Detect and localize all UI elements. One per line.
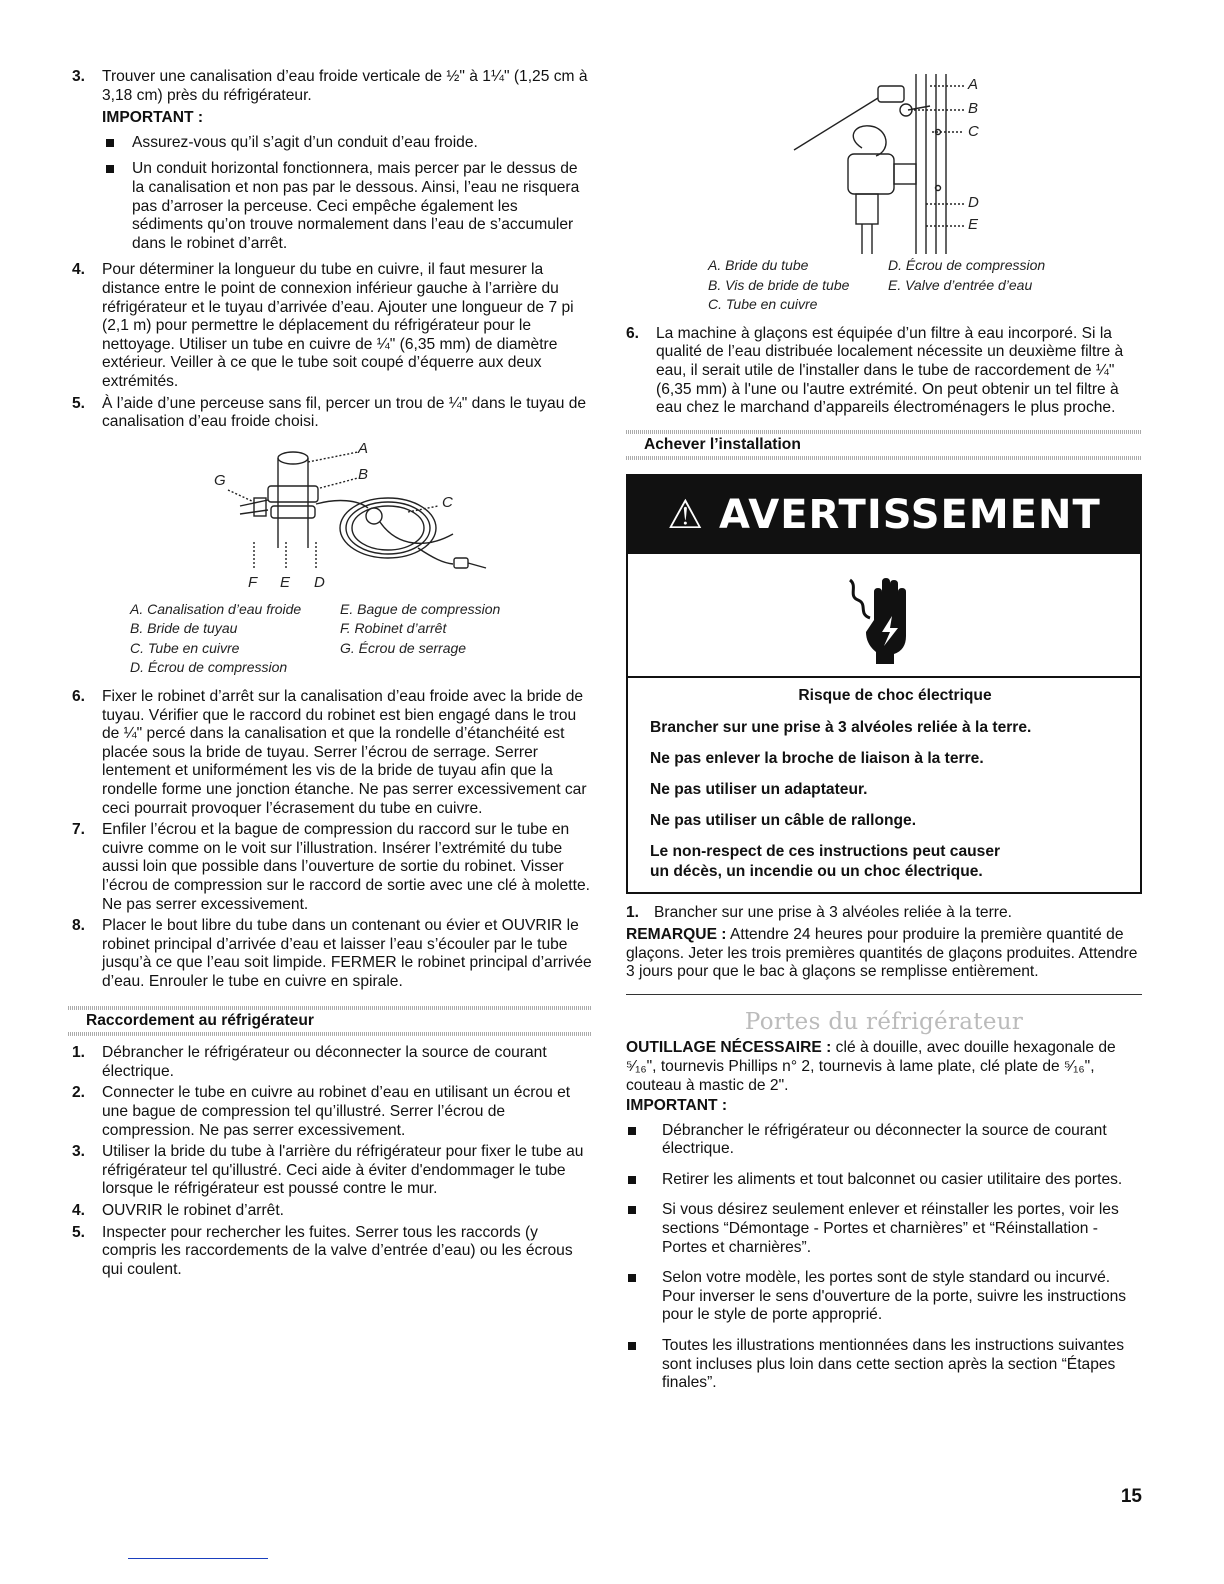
step-number: 1. [626,904,640,922]
right-column [626,68,1142,1405]
step-number: 7. [72,821,86,839]
figure-letter-c: C [968,123,979,140]
bullet-item: Selon votre modèle, les portes sont de style standard ou incurvé. Pour inverser le sens d'ouverture de la porte, suivre les instructions pour le style de porte approprié. [626,1269,1142,1325]
figure-captions [130,600,592,678]
caption: A. Bride du tube [708,257,809,273]
step-text: La machine à glaçons est équipée d’un filtre à eau incorporé. Si la qualité de l’eau distribuée localement nécessite un deuxième filtre à eau, il serait utile de l'installer dans le tube de raccordement de ¼" (6,35 mm) à l'une ou l'autre extrémité. On peut obtenir un tel filtre à eau chez le marchand d’appareils électroménagers le plus proche. [656,324,1124,417]
warning-risk: Risque de choc électrique [798,687,992,705]
step-number: 6. [626,324,640,342]
bullet-item: Toutes les illustrations mentionnées dans les instructions suivantes sont incluses plus loin dans cette section après la section “Étapes finales”. [626,1337,1142,1393]
pipe-clamp-illustration [68,438,592,600]
figure-letter-d: D [968,194,979,211]
caption: B. Vis de bride de tube [708,276,850,293]
step-8 [68,917,592,991]
step-text: Placer le bout libre du tube dans un contenant ou évier et OUVRIR le robinet principal d’arrivée d’eau et laisser l’eau s’écouler par le tube jusqu’à ce que l’eau soit limpide. FERMER le robinet principal d’arrivée d’eau. Enrouler le tube en cuivre en spirale. [102,917,592,990]
warning-consequence-2: un décès, un incendie ou un choc électrique. [650,863,983,881]
remarque-label: REMARQUE : [626,925,727,943]
step-text: À l’aide d’une perceuse sans fil, percer un trou de ¼" dans le tuyau de canalisation d’eau froide choisi. [102,394,587,431]
step-6 [68,688,592,818]
step-text: Débrancher le réfrigérateur ou déconnecter la source de courant électrique. [102,1044,547,1080]
caption: E. Valve d’entrée d’eau [888,276,1033,293]
step-number: 6. [72,688,86,706]
section-heading-achever: Achever l’installation [626,430,1142,461]
step-text: Brancher sur une prise à 3 alvéoles reliée à la terre. [654,904,1012,922]
warning-header [628,476,1140,554]
outillage-paragraph [626,1039,1142,1095]
r-step-5 [68,1224,592,1280]
remarque-paragraph [626,926,1142,982]
step-number: 4. [72,261,86,279]
warning-triangle-icon: ⚠ [667,492,705,539]
step-number: 2. [72,1084,86,1102]
remarque-text: Attendre 24 heures pour produire la première quantité de glaçons. Jeter les trois premières quantités de glaçons produites. Attendre 3 jours pour que le bac à glaçons se remplisse entièrement. [626,925,1138,981]
section-heading-raccordement: Raccordement au réfrigérateur [68,1006,592,1037]
caption: C. Tube en cuivre [130,639,240,656]
warning-text [628,678,1140,892]
caption: F. Robinet d’arrêt [340,620,447,637]
warning-line: Brancher sur une prise à 3 alvéoles reliée à la terre. [650,719,1032,737]
step-text: Connecter le tube en cuivre au robinet d’eau en utilisant un écrou et une bague de compression tel qu’illustré. Serrer l’écrou de compression. Ne pas serrer excessivement. [102,1084,571,1139]
step-text: Enfiler l’écrou et la bague de compression du raccord sur le tube en cuivre comme on le voit sur l’illustration. Insérer l’extrémité du tube aussi loin que possible dans l’ouverture de sortie du robinet. Visser l’écrou de compression sur le raccord de sortie avec une clé à molette. Ne pas serrer excessivement. [102,821,590,913]
caption: G. Écrou de serrage [340,639,467,656]
warning-title: AVERTISSEMENT [719,492,1101,539]
step-4 [68,261,592,391]
caption: D. Écrou de compression [130,659,288,676]
warning-line: Ne pas utiliser un câble de rallonge. [650,812,917,830]
warning-line: Ne pas enlever la broche de liaison à la terre. [650,750,984,768]
electric-shock-hand-icon [844,566,924,666]
warning-icon-area [628,554,1140,678]
step-1-plug [626,904,1142,923]
step-text: Inspecter pour rechercher les fuites. Serrer tous les raccords (y compris les raccordements de la valve d’entrée d’eau) ou les écrous qui coulent. [102,1223,573,1278]
divider [626,994,1142,995]
figure-water-valve [626,68,1142,254]
step-number: 3. [72,68,86,85]
step-number: 3. [72,1143,86,1161]
figure-letter-f: F [248,573,258,591]
figure-letter-b: B [358,465,369,483]
figure-letter-a: A [358,439,369,457]
water-valve-illustration [626,68,1142,254]
warning-box [626,474,1142,894]
warning-consequence-1: Le non-respect de ces instructions peut causer [650,843,1001,861]
r-step-2 [68,1084,592,1140]
bullet-item: Si vous désirez seulement enlever et réinstaller les portes, voir les sections “Démontage - Portes et charnières” et “Réinstallation - Portes et charnières”. [626,1201,1142,1257]
section-title-portes: Portes du réfrigérateur [744,1008,1024,1035]
r-step-4 [68,1202,592,1221]
step-3 [68,68,592,105]
bullet-item: Un conduit horizontal fonctionnera, mais percer par le dessus de la canalisation et non pas par le dessous. Ainsi, l’eau ne risquera pas d’arroser la perceuse. Ceci empêche également les sédiments qu’on trouve normalement dans l’eau de s’accumuler dans le robinet d’arrêt. [68,160,592,253]
step-number: 1. [72,1044,86,1062]
figure-letter-g: G [214,471,226,489]
caption: A. Canalisation d’eau froide [130,600,302,617]
figure-letter-d: D [314,573,325,591]
step-number: 5. [72,394,86,412]
figure-pipe-clamp [68,438,592,600]
caption: D. Écrou de compression [888,257,1046,273]
important-label: IMPORTANT : [626,1097,728,1115]
bullet-item: Débrancher le réfrigérateur ou déconnecter la source de courant électrique. [626,1122,1142,1159]
figure-letter-e: E [968,216,979,233]
r-step-3 [68,1143,592,1199]
figure-letter-a: A [968,76,979,93]
step-text: Utiliser la bride du tube à l'arrière du réfrigérateur pour fixer le tube au réfrigérateur tel qu'illustré. Ceci aide à éviter d'endommager le tube lorsque le réfrigérateur est poussé contre le mur. [102,1143,584,1198]
step-text: Fixer le robinet d’arrêt sur la canalisation d’eau froide avec la bride de tuyau. Vérifier que le raccord du robinet est bien engagé dans le trou de ¼" percé dans la canalisation et que la rondelle d’étanchéité est placée sous la bride de tuyau. Serrer l’écrou de serrage. Serrer lentement et uniformément les vis de la bride de tuyau afin que la rondelle forme une jonction étanche. Ne pas serrer excessivement car ceci pourrait provoquer l’écrasement du tube en cuivre. [102,688,587,817]
outillage-text: clé à douille, avec douille hexagonale de ⁵⁄₁₆", tournevis Phillips n° 2, tournevis à lame plate, clé plate de ⁵⁄₁₆", couteau à mastic de 2". [626,1039,1116,1094]
figure-letter-e: E [280,573,291,591]
figure-captions [708,256,1142,315]
figure-letter-c: C [442,493,453,511]
step-6-filter [626,325,1142,418]
bullet-item: Assurez-vous qu’il s’agit d’un conduit d’eau froide. [68,134,592,153]
caption: B. Bride de tuyau [130,620,238,637]
caption: E. Bague de compression [340,600,501,617]
step-text: Trouver une canalisation d’eau froide verticale de ½" à 1¼" (1,25 cm à 3,18 cm) près du réfrigérateur. [102,68,588,104]
step-text: Pour déterminer la longueur du tube en cuivre, il faut mesurer la distance entre le point de connexion inférieur gauche à l’arrière du réfrigérateur et le tuyau d’arrivée d’eau. Ajouter une longueur de 7 pi (2,1 m) pour permettre le déplacement du réfrigérateur pour le nettoyage. Utiliser un tube en cuivre de ¼" (6,35 mm) de diamètre extérieur. Veiller à ce que le tube soit coupé d’équerre aux deux extrémités. [102,261,574,390]
outillage-label: OUTILLAGE NÉCESSAIRE : [626,1039,832,1057]
left-column [68,68,592,1282]
important-label: IMPORTANT : [102,109,204,127]
footer-rule [128,1558,268,1559]
step-number: 4. [72,1201,86,1219]
step-number: 8. [72,917,86,935]
figure-letter-b: B [968,100,979,117]
step-text: OUVRIR le robinet d’arrêt. [102,1201,284,1219]
caption: C. Tube en cuivre [708,296,818,313]
page-number: 15 [1120,1486,1142,1507]
warning-line: Ne pas utiliser un adaptateur. [650,781,868,799]
step-5 [68,395,592,432]
step-7 [68,821,592,914]
step-number: 5. [72,1223,86,1241]
bullet-item: Retirer les aliments et tout balconnet ou casier utilitaire des portes. [626,1171,1142,1190]
warning-consequence [650,842,1140,882]
r-step-1 [68,1044,592,1081]
